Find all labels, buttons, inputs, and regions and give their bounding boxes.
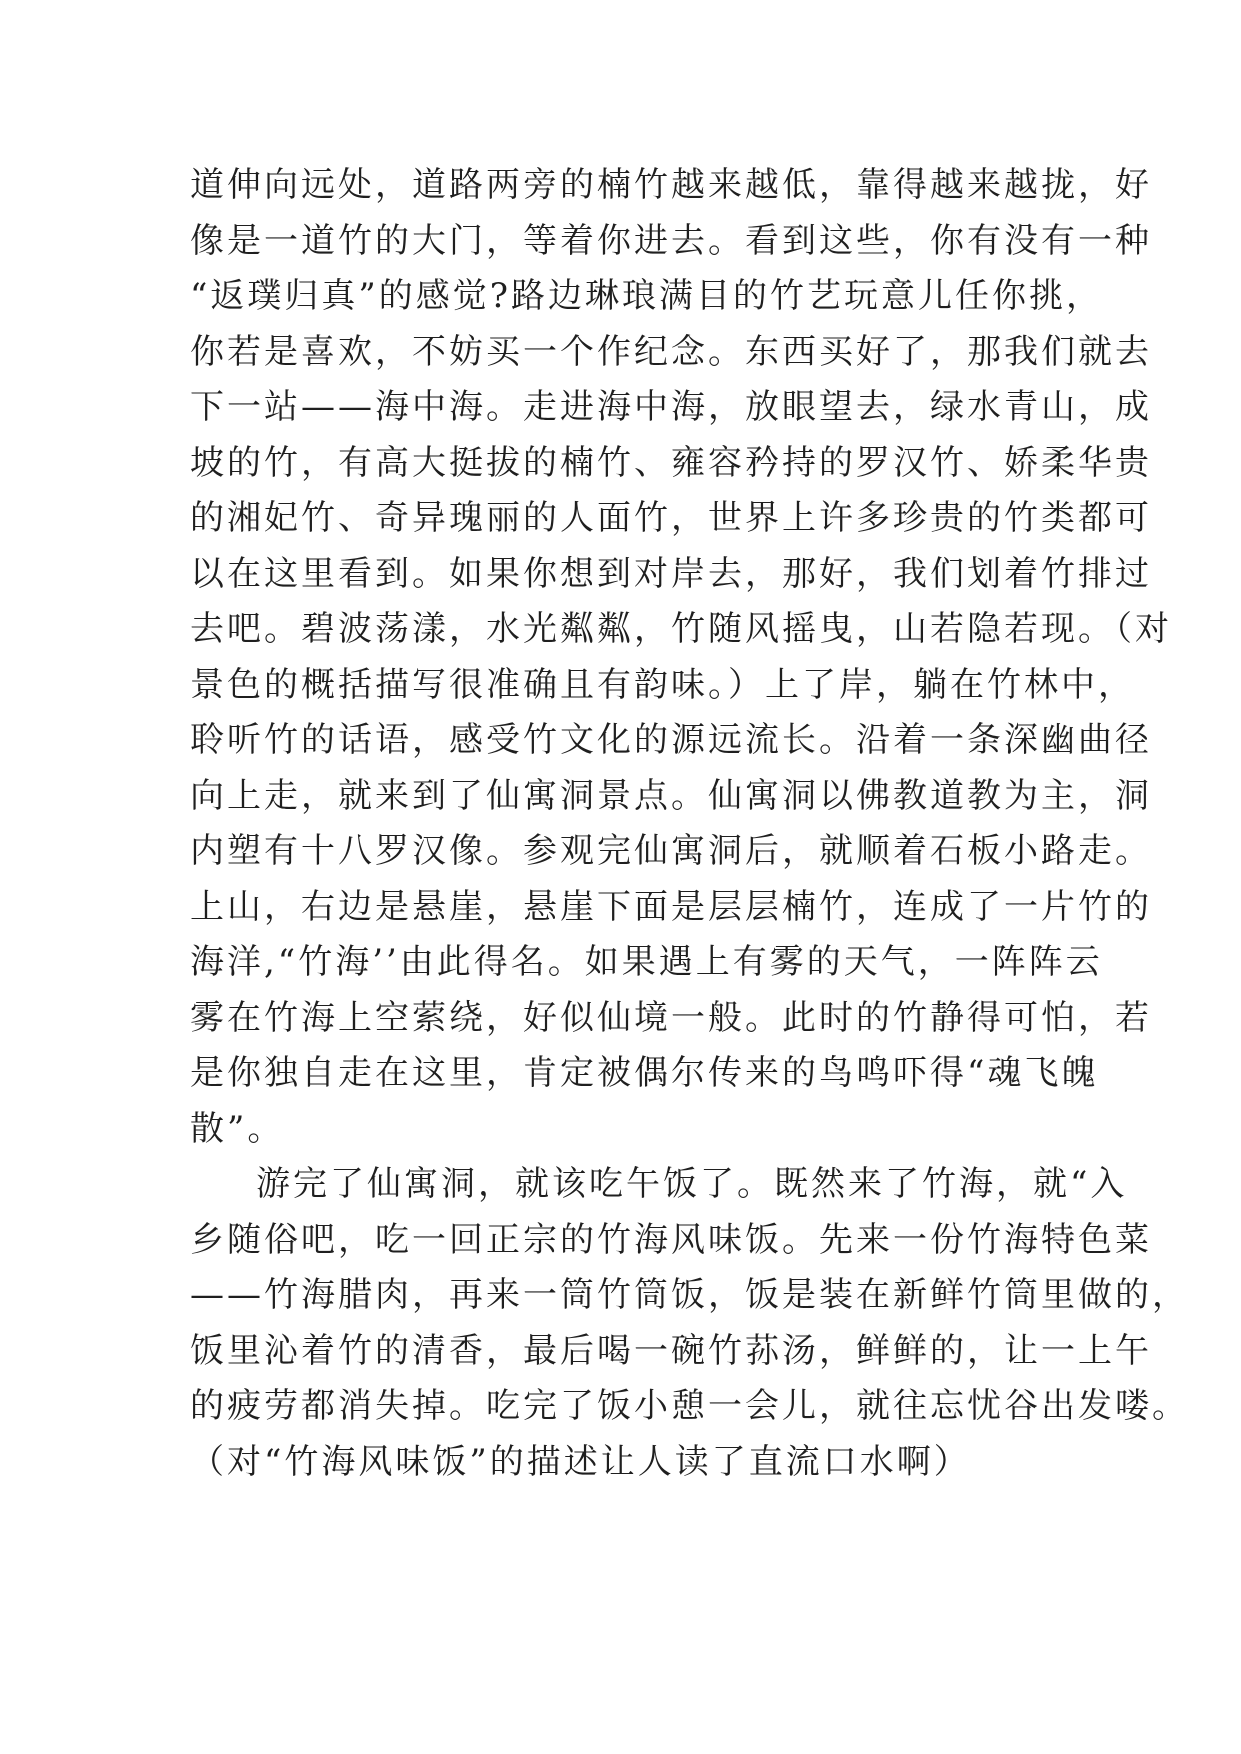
text-line: 下一站——海中海。走进海中海，放眼望去，绿水青山，成 — [190, 387, 1152, 427]
text-line: 是你独自走在这里，肯定被偶尔传来的鸟鸣吓得“魂飞魄 — [190, 1053, 1099, 1093]
text-line: 内塑有十八罗汉像。参观完仙寓洞后，就顺着石板小路走。 — [190, 831, 1152, 871]
text-line: “返璞归真”的感觉?路边琳琅满目的竹艺玩意儿任你挑， — [190, 276, 1103, 316]
text-line: 景色的概括描写很准确且有韵味。）上了岸，躺在竹林中， — [190, 664, 1135, 705]
text-line: （对“竹海风味饭”的描述让人读了直流口水啊） — [190, 1441, 971, 1482]
text-line: 像是一道竹的大门，等着你进去。看到这些，你有没有一种 — [190, 220, 1152, 261]
text-line: 聆听竹的话语，感受竹文化的源远流长。沿着一条深幽曲径 — [190, 720, 1152, 760]
text-line: ——竹海腊肉，再来一筒竹筒饭，饭是装在新鲜竹筒里做的， — [190, 1275, 1189, 1315]
text-line: 乡随俗吧，吃一回正宗的竹海风味饭。先来一份竹海特色菜 — [190, 1219, 1152, 1260]
paragraph-start-line: 游完了仙寓洞，就该吃午饭了。既然来了竹海，就“入 — [256, 1164, 1128, 1204]
text-line: 饭里沁着竹的清香，最后喝一碗竹荪汤，鲜鲜的，让一上午 — [190, 1330, 1152, 1371]
text-line: 去吧。碧波荡漾，水光粼粼，竹随风摇曳，山若隐若现。（对 — [190, 609, 1172, 649]
text-line: 海洋,“竹海’’由此得名。如果遇上有雾的天气，一阵阵云 — [190, 942, 1103, 982]
text-line: 你若是喜欢，不妨买一个作纪念。东西买好了，那我们就去 — [190, 331, 1152, 372]
text-line: 雾在竹海上空萦绕，好似仙境一般。此时的竹静得可怕，若 — [190, 997, 1152, 1038]
text-line: 以在这里看到。如果你想到对岸去，那好，我们划着竹排过 — [190, 553, 1152, 594]
text-line: 的疲劳都消失掉。吃完了饭小憩一会儿，就往忘忧谷出发喽。 — [190, 1386, 1189, 1426]
text-line: 坡的竹，有高大挺拔的楠竹、雍容矜持的罗汉竹、娇柔华贵 — [190, 442, 1152, 483]
text-line: 道伸向远处，道路两旁的楠竹越来越低，靠得越来越拢，好 — [190, 165, 1152, 205]
text-line: 向上走，就来到了仙寓洞景点。仙寓洞以佛教道教为主，洞 — [190, 775, 1152, 816]
text-line: 上山，右边是悬崖，悬崖下面是层层楠竹，连成了一片竹的 — [190, 886, 1152, 927]
body-text — [190, 158, 1189, 1490]
text-line: 散”。 — [190, 1108, 285, 1149]
text-line: 的湘妃竹、奇异瑰丽的人面竹，世界上许多珍贵的竹类都可 — [190, 498, 1152, 538]
